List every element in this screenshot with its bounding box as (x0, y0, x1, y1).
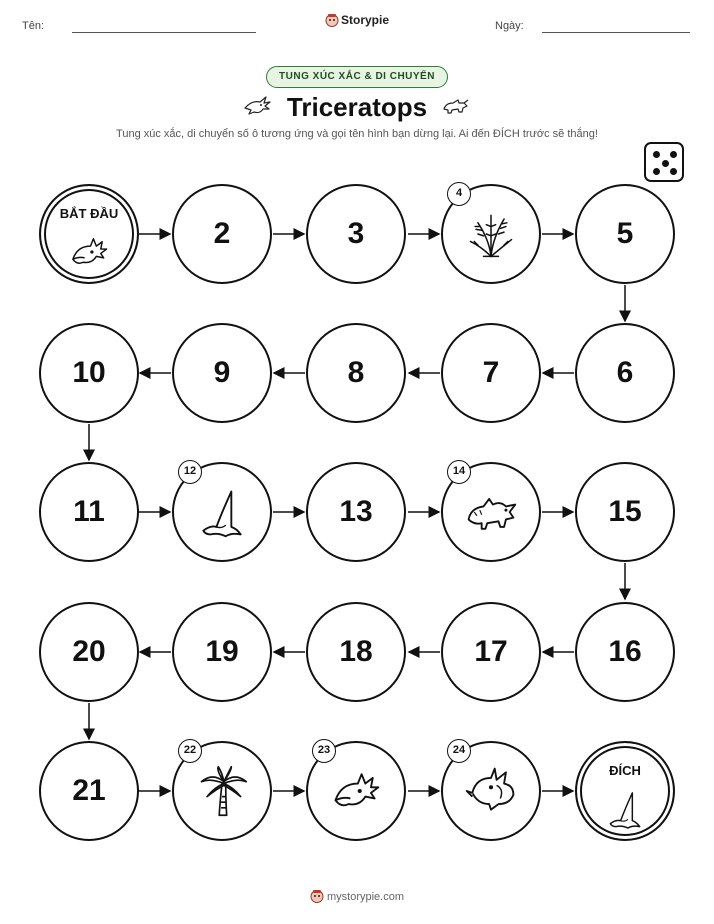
date-label: Ngày: (495, 20, 524, 32)
finish-space (575, 741, 675, 841)
board-space-16 (575, 602, 675, 702)
triceratops-icon (463, 484, 519, 540)
board-space-23 (306, 741, 406, 841)
space-number-badge: 24 (447, 739, 471, 763)
finish-label: ĐÍCH (609, 763, 641, 778)
board-space-8 (306, 323, 406, 423)
triceratops-head-icon (463, 763, 519, 819)
space-number: 5 (616, 217, 634, 250)
footer-site: mystorypie.com (326, 891, 405, 903)
pterodactyl-head-icon (328, 763, 384, 819)
name-label: Tên: (22, 20, 45, 32)
instructions: Tung xúc xắc, di chuyển số ô tương ứng và gọi tên hình bạn dừng lại. Ai đến ĐÍCH trước sẽ thắng! (116, 128, 598, 140)
board-space-7 (441, 323, 541, 423)
board-space-2 (172, 184, 272, 284)
space-number-badge: 22 (178, 739, 202, 763)
space-number-badge: 23 (312, 739, 336, 763)
fern-plant-icon (463, 206, 519, 262)
space-number: 20 (72, 635, 106, 668)
footer (0, 889, 714, 903)
space-number: 11 (73, 495, 105, 528)
palm-tree-icon (194, 763, 250, 819)
horn-fossil-icon (603, 787, 647, 831)
space-number: 18 (339, 635, 373, 668)
horn-fossil-icon (194, 484, 250, 540)
space-number-badge: 4 (447, 182, 471, 206)
board-space-4 (441, 184, 541, 284)
start-space (39, 184, 139, 284)
storypie-logo-icon (310, 889, 324, 903)
board-space-12 (172, 462, 272, 562)
space-number: 2 (213, 217, 231, 250)
board-space-18 (306, 602, 406, 702)
space-number: 10 (72, 356, 106, 389)
board-space-11 (39, 462, 139, 562)
space-number: 19 (205, 635, 239, 668)
board-space-21 (39, 741, 139, 841)
board-space-15 (575, 462, 675, 562)
board-space-6 (575, 323, 675, 423)
space-number: 6 (616, 356, 634, 389)
board-space-10 (39, 323, 139, 423)
board-space-5 (575, 184, 675, 284)
space-number-badge: 14 (447, 460, 471, 484)
space-number: 9 (213, 356, 231, 389)
page-title: Triceratops (286, 92, 428, 122)
space-number: 21 (72, 774, 106, 807)
space-number: 13 (339, 495, 373, 528)
space-number: 8 (347, 356, 365, 389)
space-number: 15 (608, 495, 642, 528)
board-space-20 (39, 602, 139, 702)
board-space-13 (306, 462, 406, 562)
space-number: 3 (347, 217, 365, 250)
brand-name: Storypie (340, 13, 389, 27)
space-number-badge: 12 (178, 460, 202, 484)
start-label: BẮT ĐẦU (59, 206, 119, 221)
activity-pill: TUNG XÚC XẮC & DI CHUYỂN (266, 66, 448, 88)
board-space-14 (441, 462, 541, 562)
space-number: 16 (608, 635, 642, 668)
space-number: 7 (482, 356, 500, 389)
board-space-17 (441, 602, 541, 702)
board-space-3 (306, 184, 406, 284)
board-space-22 (172, 741, 272, 841)
board-space-9 (172, 323, 272, 423)
board-space-24 (441, 741, 541, 841)
pterodactyl-head-icon (67, 230, 111, 274)
board-space-19 (172, 602, 272, 702)
space-number: 17 (474, 635, 508, 668)
